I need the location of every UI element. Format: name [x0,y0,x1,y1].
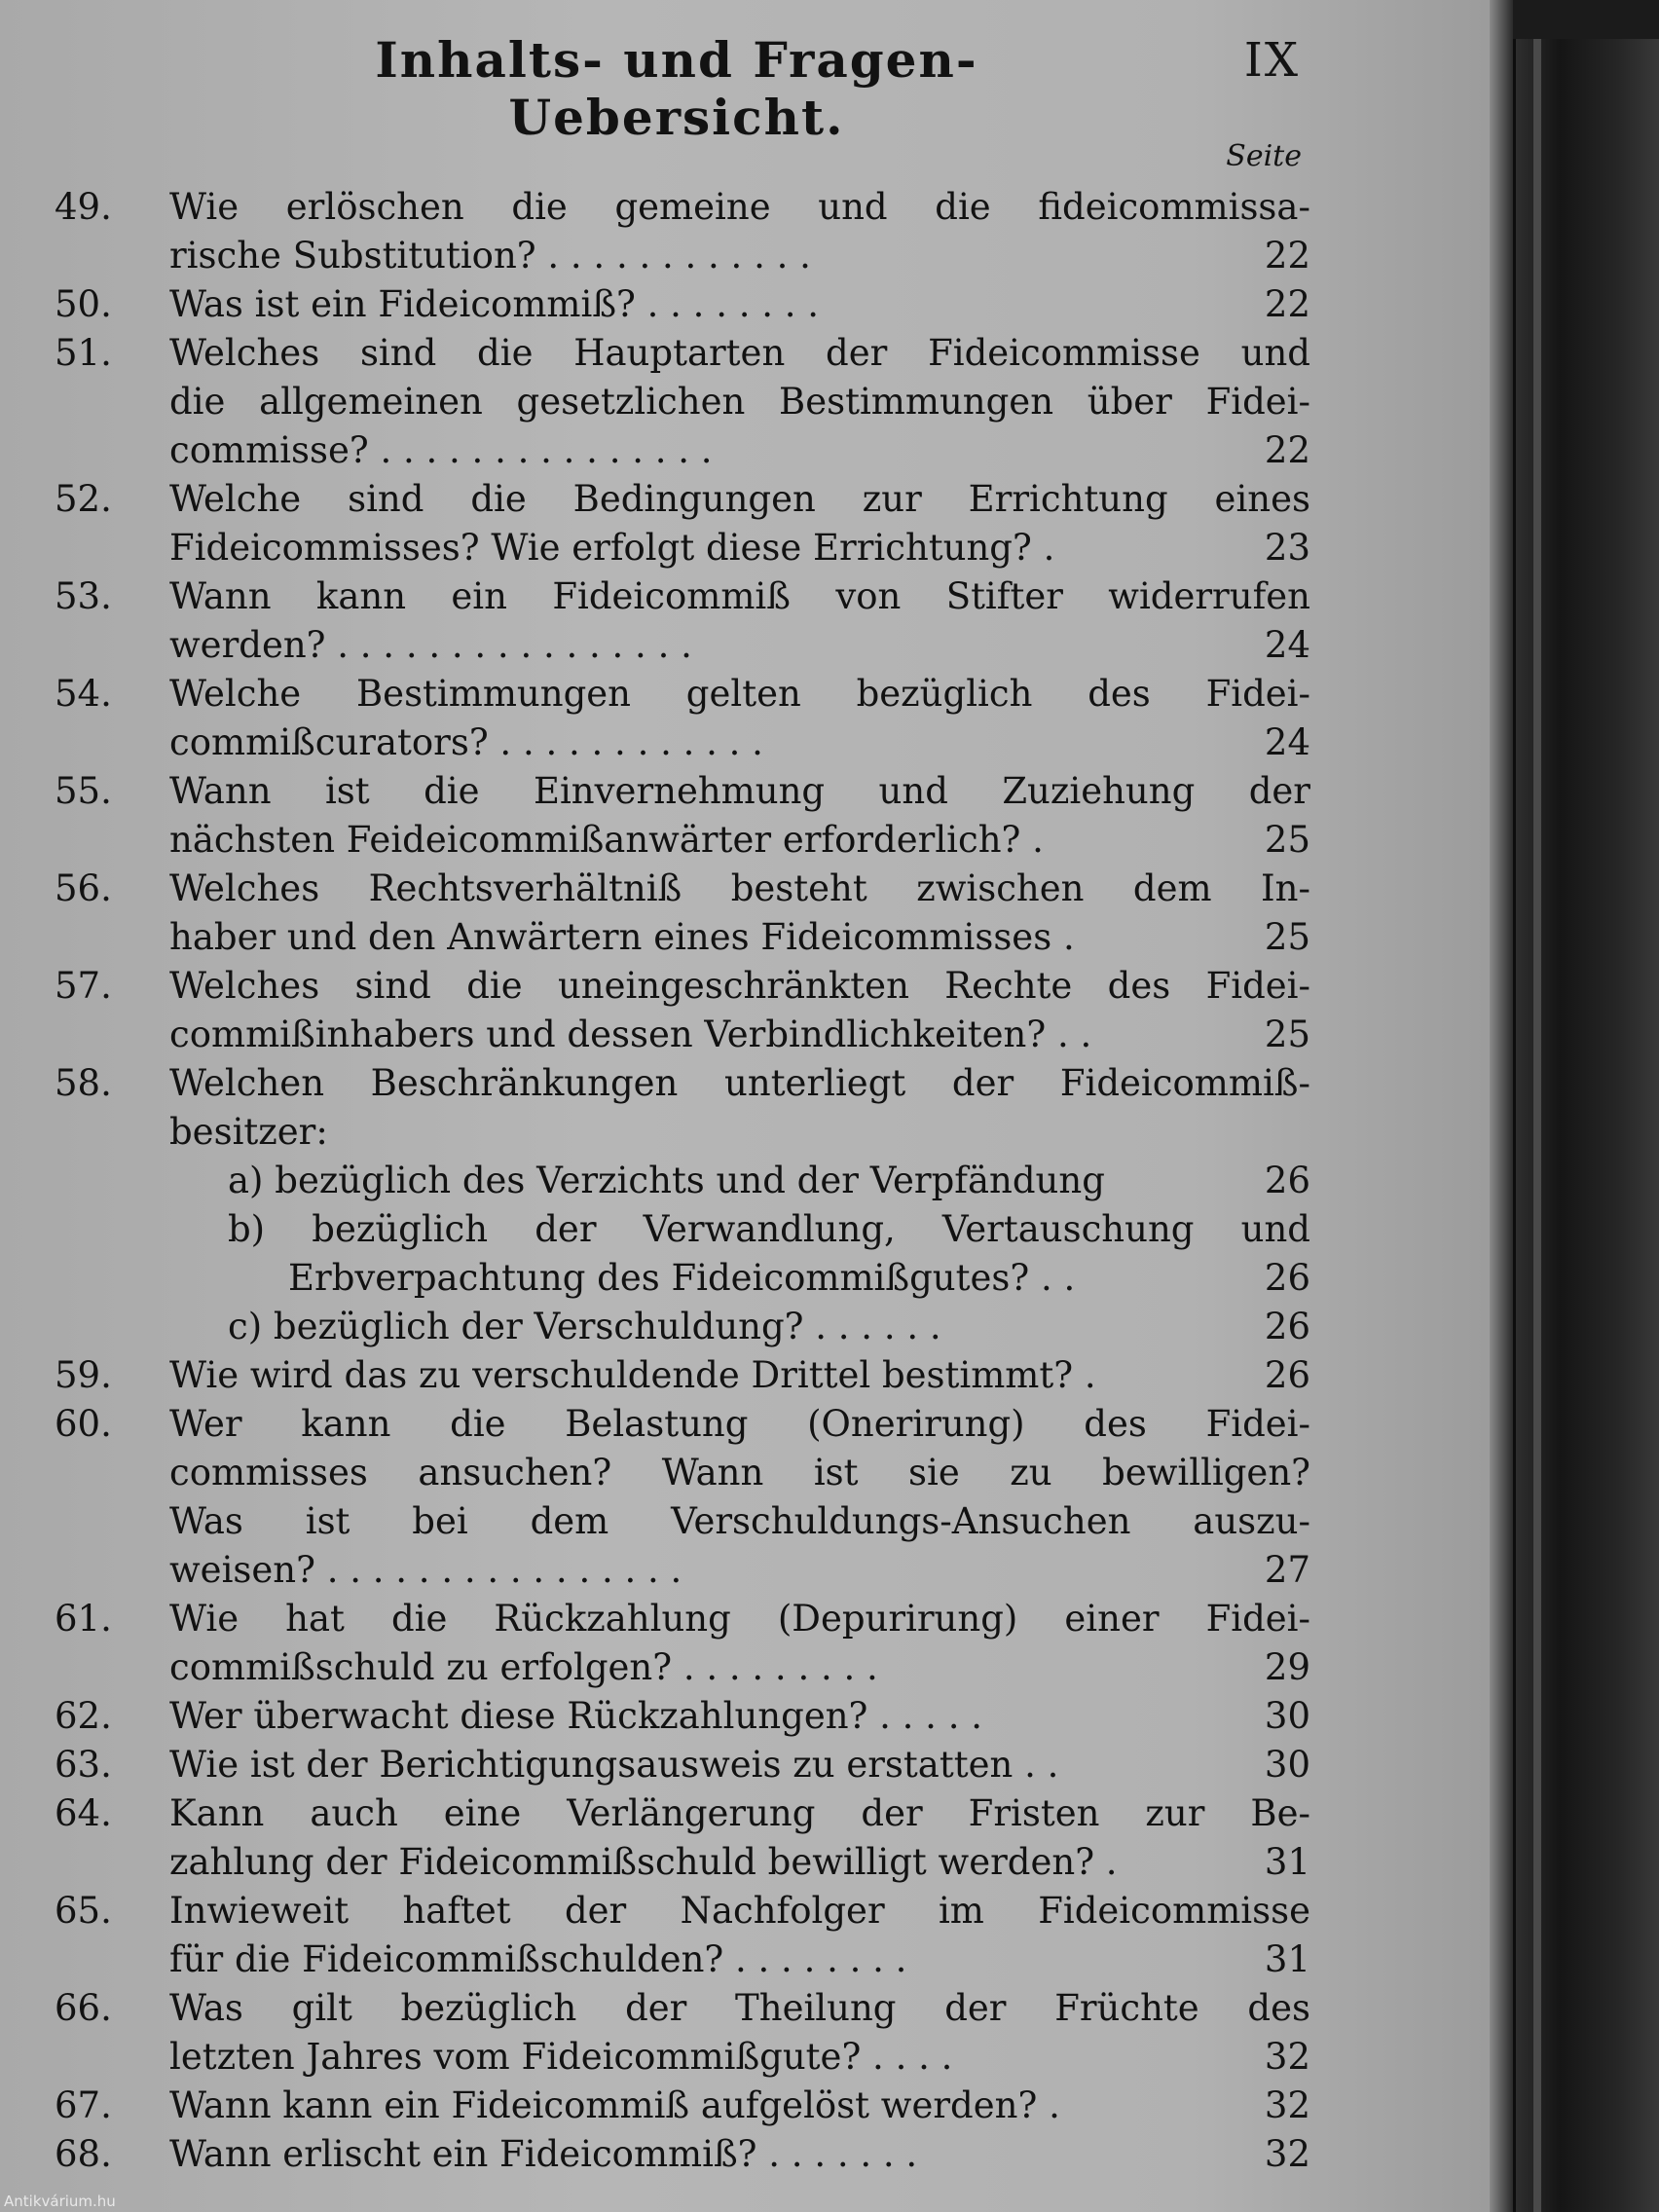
toc-line [55,1449,1310,1497]
toc-entry [55,1400,1310,1595]
entry-text: für die Fideicommißschulden? . . . . . . . . [169,1938,907,1980]
entry-text: Was ist bei dem Verschuldungs-Ansuchen auszu- [169,1500,1310,1542]
toc-entry [55,329,1310,475]
toc-entry [55,962,1310,1059]
entry-text: werden? . . . . . . . . . . . . . . . . [169,624,692,666]
toc-line [55,1595,1310,1643]
toc-line [55,1789,1310,1838]
toc-entry [55,280,1310,329]
toc-line [55,572,1310,621]
toc-line [55,767,1310,816]
toc-line [55,1303,1310,1351]
toc-entry [55,670,1310,767]
entry-text: commißschuld zu erfolgen? . . . . . . . . . [169,1646,878,1688]
entry-number: 52. [55,478,112,520]
toc-entry [55,572,1310,670]
toc-line [55,913,1310,962]
page-number: IX [1243,33,1300,88]
entry-number: 53. [55,575,112,617]
toc-line [55,816,1310,865]
toc-entry [55,475,1310,572]
entry-page-number: 23 [1264,527,1310,569]
toc-entry [55,1303,1310,1351]
entry-page-number: 26 [1264,1160,1310,1201]
entry-text: haber und den Anwärtern eines Fideicommisses . [169,916,1075,958]
book-cover [1513,39,1659,2212]
entry-text: Wie hat die Rückzahlung (Depurirung) einer Fidei- [169,1598,1310,1640]
entry-text: weisen? . . . . . . . . . . . . . . . . [169,1549,682,1591]
toc-line [55,524,1310,572]
toc-line [55,232,1310,280]
entry-text: commißinhabers und dessen Verbindlichkeiten? . . [169,1014,1092,1055]
toc-line [55,1546,1310,1595]
toc-line [55,865,1310,913]
toc-line [55,1205,1310,1254]
running-title: Inhalts- und Fragen-Uebersicht. [375,31,978,146]
entry-page-number: 27 [1264,1549,1310,1591]
entry-text: Wann erlischt ein Fideicommiß? . . . . . . . [169,2133,918,2175]
entry-text: Kann auch eine Verlängerung der Fristen zur Be- [169,1792,1310,1834]
toc-line [55,2130,1310,2179]
toc-line [55,378,1310,426]
table-of-contents [55,183,1310,2179]
entry-text: Erbverpachtung des Fideicommißgutes? . . [288,1257,1076,1299]
entry-number: 66. [55,1987,112,2029]
entry-text: die allgemeinen gesetzlichen Bestimmungen über Fidei- [169,381,1310,423]
toc-line [55,1011,1310,1059]
entry-text: nächsten Feideicommißanwärter erforderlich? . [169,819,1044,861]
entry-page-number: 31 [1264,1938,1310,1980]
toc-entry [55,2130,1310,2179]
toc-entry [55,1205,1310,1303]
toc-line [55,2082,1310,2130]
toc-line [55,621,1310,670]
toc-line [55,1741,1310,1789]
entry-number: 62. [55,1695,112,1737]
entry-text: commisses ansuchen? Wann ist sie zu bewilligen? [169,1452,1310,1493]
toc-line [55,1936,1310,1984]
entry-page-number: 22 [1264,429,1310,471]
toc-line [55,475,1310,524]
entry-number: 63. [55,1744,112,1786]
toc-entry [55,1351,1310,1400]
entry-text: Wer überwacht diese Rückzahlungen? . . . . . [169,1695,982,1737]
toc-line [55,1351,1310,1400]
entry-text: Wie wird das zu verschuldende Drittel bestimmt? . [169,1354,1096,1396]
toc-line [55,1838,1310,1887]
toc-entry [55,1059,1310,1157]
entry-page-number: 32 [1264,2084,1310,2126]
toc-line [55,1692,1310,1741]
toc-line [55,1108,1310,1157]
toc-line [55,1497,1310,1546]
entry-page-number: 30 [1264,1744,1310,1786]
page-header [0,31,1490,146]
entry-number: 61. [55,1598,112,1640]
entry-text: Welche sind die Bedingungen zur Errichtung eines [169,478,1310,520]
toc-entry [55,767,1310,865]
entry-number: 55. [55,770,112,812]
entry-page-number: 22 [1264,283,1310,325]
toc-line [55,2033,1310,2082]
entry-page-number: 26 [1264,1306,1310,1347]
entry-page-number: 26 [1264,1354,1310,1396]
entry-number: 64. [55,1792,112,1834]
toc-entry [55,865,1310,962]
entry-page-number: 32 [1264,2133,1310,2175]
entry-page-number: 26 [1264,1257,1310,1299]
entry-text: rische Substitution? . . . . . . . . . . . . [169,235,811,276]
entry-text: Wann kann ein Fideicommiß aufgelöst werden? . [169,2084,1060,2126]
entry-number: 68. [55,2133,112,2175]
entry-text: Inwieweit haftet der Nachfolger im Fideicommisse [169,1890,1310,1932]
toc-entry [55,1157,1310,1205]
toc-line [55,962,1310,1011]
toc-entry [55,1984,1310,2082]
entry-page-number: 32 [1264,2036,1310,2078]
entry-page-number: 25 [1264,819,1310,861]
entry-text: a) bezüglich des Verzichts und der Verpfändung [228,1160,1105,1201]
toc-line [55,1400,1310,1449]
entry-number: 57. [55,965,112,1007]
seite-column-label: Seite [1226,139,1302,173]
toc-line [55,719,1310,767]
entry-text: Was ist ein Fideicommiß? . . . . . . . . [169,283,820,325]
entry-text: letzten Jahres vom Fideicommißgute? . . . . [169,2036,953,2078]
toc-line [55,1059,1310,1108]
entry-text: commißcurators? . . . . . . . . . . . . [169,721,763,763]
toc-line [55,183,1310,232]
entry-text: b) bezüglich der Verwandlung, Vertauschung und [228,1208,1310,1250]
toc-entry [55,1789,1310,1887]
entry-number: 67. [55,2084,112,2126]
entry-number: 54. [55,673,112,715]
entry-number: 65. [55,1890,112,1932]
entry-text: Welches sind die Hauptarten der Fideicommisse und [169,332,1310,374]
entry-text: Wann ist die Einvernehmung und Zuziehung der [169,770,1310,812]
entry-number: 49. [55,186,112,228]
toc-line [55,1643,1310,1692]
entry-number: 59. [55,1354,112,1396]
toc-line [55,1887,1310,1936]
entry-page-number: 30 [1264,1695,1310,1737]
entry-text: c) bezüglich der Verschuldung? . . . . . . [228,1306,941,1347]
entry-number: 56. [55,867,112,909]
entry-text: Welches sind die uneingeschränkten Rechte des Fidei- [169,965,1310,1007]
watermark: Antikvárium.hu [4,2193,116,2210]
entry-number: 51. [55,332,112,374]
entry-text: Was gilt bezüglich der Theilung der Früchte des [169,1987,1310,2029]
toc-line [55,1984,1310,2033]
entry-text: commisse? . . . . . . . . . . . . . . . [169,429,713,471]
entry-text: Welches Rechtsverhältniß besteht zwischen dem In- [169,867,1310,909]
entry-text: Wie erlöschen die gemeine und die fideicommissa- [169,186,1310,228]
toc-line [55,426,1310,475]
toc-line [55,280,1310,329]
entry-text: Wie ist der Berichtigungsausweis zu erstatten . . [169,1744,1059,1786]
entry-page-number: 22 [1264,235,1310,276]
entry-text: Welche Bestimmungen gelten bezüglich des Fidei- [169,673,1310,715]
toc-line [55,329,1310,378]
entry-page-number: 24 [1264,624,1310,666]
entry-page-number: 31 [1264,1841,1310,1883]
entry-page-number: 24 [1264,721,1310,763]
entry-page-number: 29 [1264,1646,1310,1688]
toc-entry [55,183,1310,280]
entry-text: besitzer: [169,1111,328,1153]
toc-line [55,1157,1310,1205]
entry-number: 60. [55,1403,112,1445]
entry-text: zahlung der Fideicommißschuld bewilligt werden? . [169,1841,1118,1883]
entry-page-number: 25 [1264,916,1310,958]
toc-entry [55,1595,1310,1692]
entry-text: Wann kann ein Fideicommiß von Stifter widerrufen [169,575,1310,617]
page-edge [1490,0,1513,2212]
entry-page-number: 25 [1264,1014,1310,1055]
toc-entry [55,1887,1310,1984]
toc-entry [55,1692,1310,1741]
toc-entry [55,1741,1310,1789]
toc-line [55,670,1310,719]
entry-text: Wer kann die Belastung (Onerirung) des Fidei- [169,1403,1310,1445]
toc-line [55,1254,1310,1303]
entry-number: 50. [55,283,112,325]
toc-entry [55,2082,1310,2130]
entry-text: Fideicommisses? Wie erfolgt diese Errichtung? . [169,527,1055,569]
entry-number: 58. [55,1062,112,1104]
entry-text: Welchen Beschränkungen unterliegt der Fideicommiß- [169,1062,1310,1104]
